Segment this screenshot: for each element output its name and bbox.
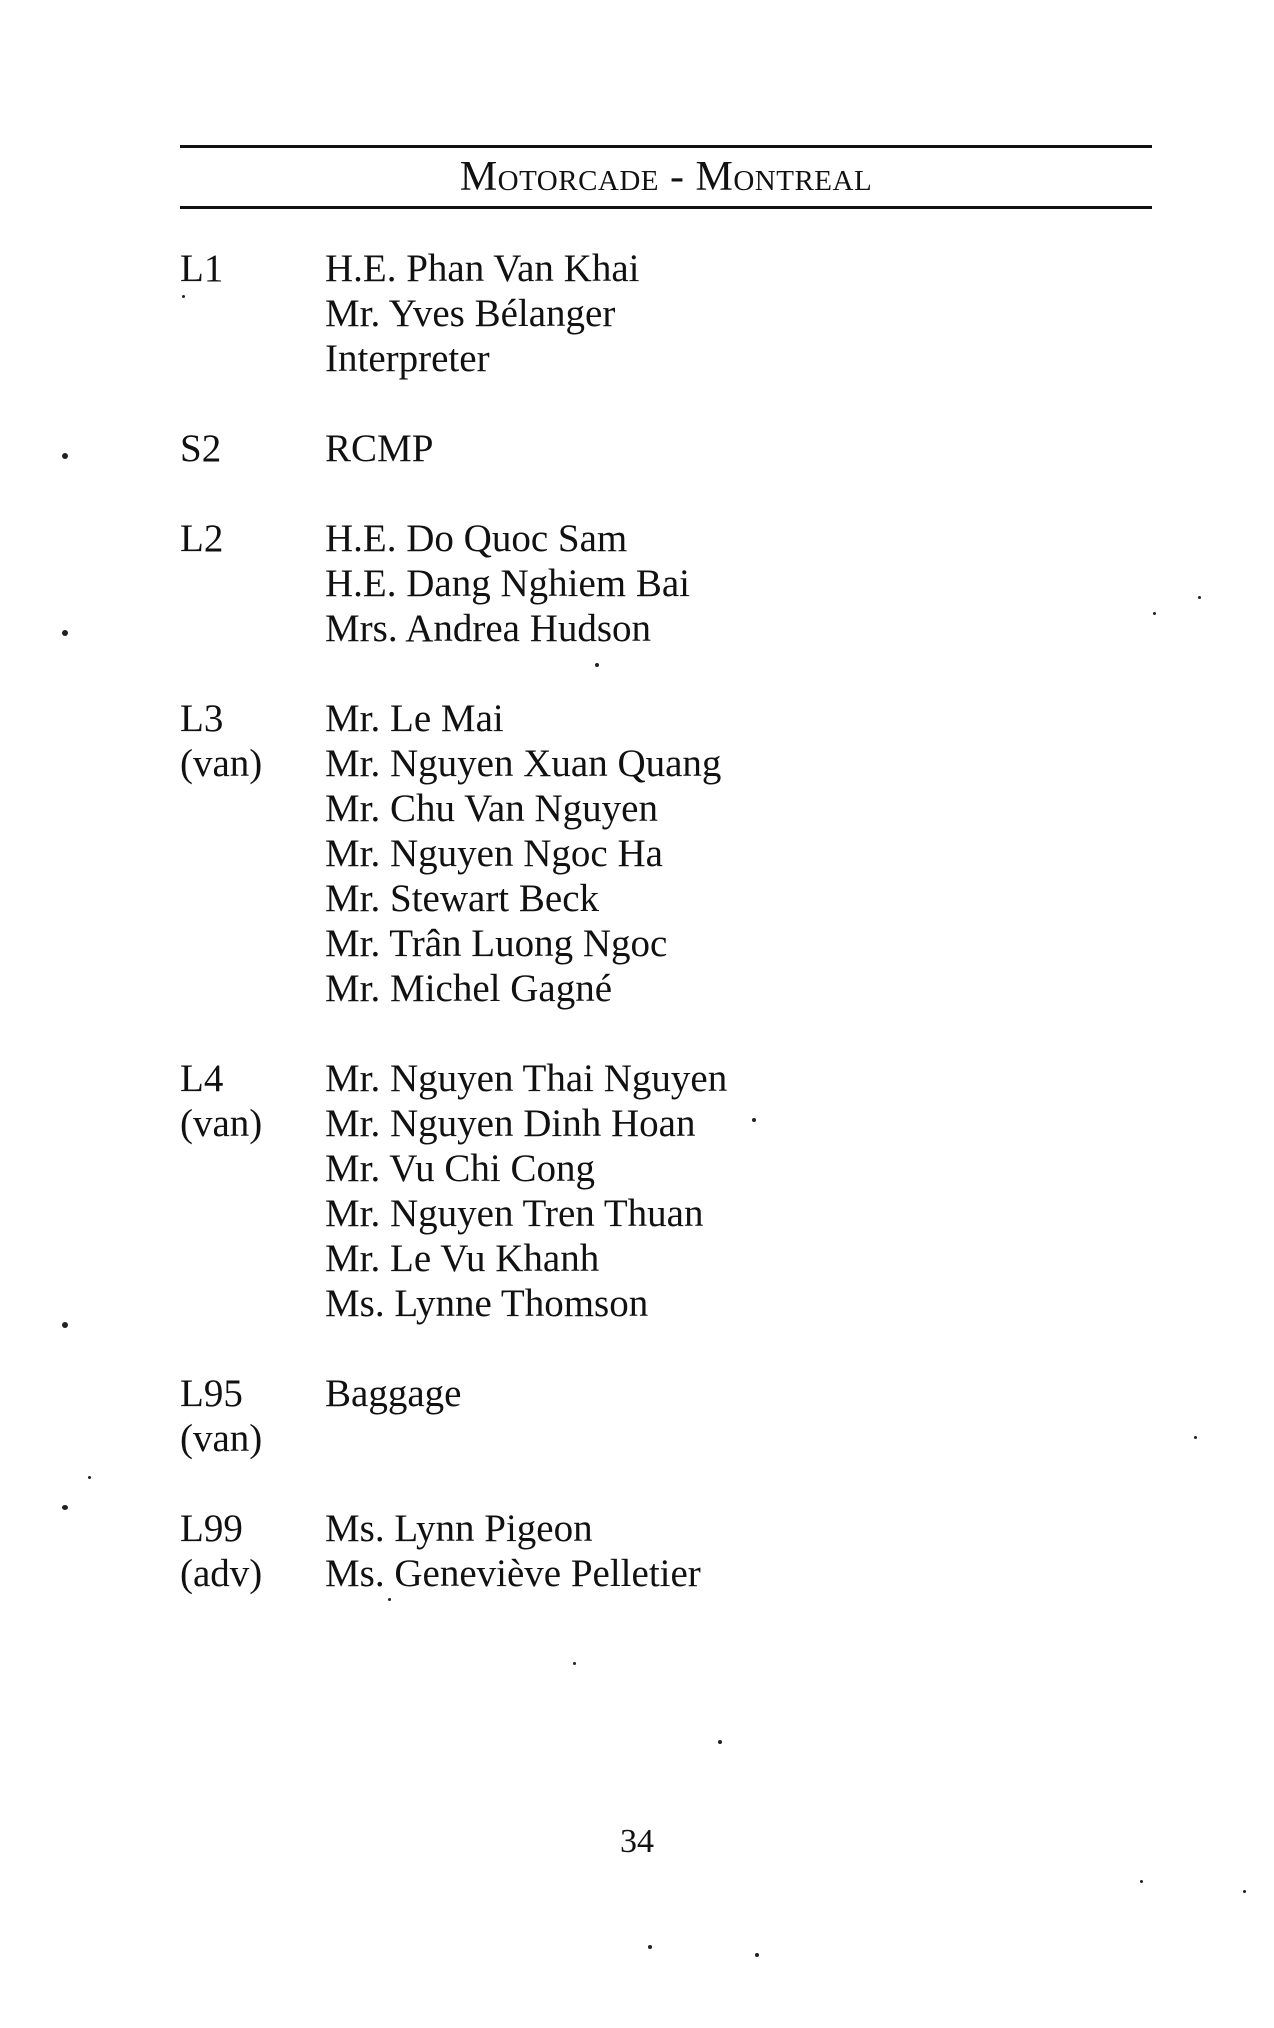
header-bottom-rule (180, 206, 1152, 209)
scan-speck (62, 1322, 68, 1328)
header-top-rule (180, 145, 1152, 148)
scan-speck (88, 1476, 91, 1479)
passenger-name: Mrs. Andrea Hudson (325, 607, 652, 650)
passenger-list (325, 246, 1080, 381)
motorcade-entry (180, 246, 1080, 381)
scan-speck (648, 1945, 652, 1949)
passenger-name: RCMP (325, 427, 434, 470)
passenger-name: H.E. Phan Van Khai (325, 247, 640, 290)
scan-speck (388, 1598, 391, 1601)
motorcade-list (180, 246, 1080, 1641)
passenger-name: Interpreter (325, 337, 490, 380)
vehicle-code-column (180, 1056, 325, 1326)
page-number: 34 (620, 1823, 654, 1860)
passenger-list (325, 426, 1080, 471)
motorcade-entry (180, 1056, 1080, 1326)
scan-speck (573, 1662, 576, 1665)
vehicle-code: L4 (180, 1057, 224, 1100)
motorcade-entry (180, 1506, 1080, 1596)
scan-speck (752, 1118, 756, 1122)
passenger-list (325, 1056, 1080, 1326)
scan-speck (62, 1505, 68, 1510)
vehicle-code-column (180, 696, 325, 1011)
passenger-name: H.E. Do Quoc Sam (325, 517, 628, 560)
motorcade-entry (180, 1371, 1080, 1461)
passenger-name: Mr. Nguyen Xuan Quang (325, 742, 722, 785)
passenger-name: Mr. Nguyen Dinh Hoan (325, 1102, 696, 1145)
vehicle-code-column (180, 1371, 325, 1461)
vehicle-code: L2 (180, 517, 224, 560)
passenger-name: Mr. Nguyen Tren Thuan (325, 1192, 704, 1235)
scan-speck (1140, 1880, 1143, 1883)
vehicle-type: (adv) (180, 1552, 263, 1595)
vehicle-code-column (180, 426, 325, 471)
motorcade-entry (180, 696, 1080, 1011)
scan-speck (755, 1953, 759, 1957)
vehicle-code: S2 (180, 427, 222, 470)
vehicle-code: L99 (180, 1507, 243, 1550)
passenger-name: Ms. Geneviève Pelletier (325, 1552, 701, 1595)
passenger-list (325, 1506, 1080, 1596)
passenger-name: Mr. Michel Gagné (325, 967, 613, 1010)
vehicle-code-column (180, 1506, 325, 1596)
vehicle-code: L3 (180, 697, 224, 740)
passenger-name: Ms. Lynn Pigeon (325, 1507, 593, 1550)
scan-speck (1198, 596, 1201, 599)
passenger-list (325, 1371, 1080, 1461)
passenger-name: Mr. Vu Chi Cong (325, 1147, 595, 1190)
passenger-name: Mr. Stewart Beck (325, 877, 600, 920)
scan-speck (1153, 612, 1156, 615)
passenger-name: Mr. Trân Luong Ngoc (325, 922, 668, 965)
vehicle-type: (van) (180, 1102, 263, 1145)
passenger-name: H.E. Dang Nghiem Bai (325, 562, 691, 605)
vehicle-type: (van) (180, 742, 263, 785)
vehicle-code: L1 (180, 247, 224, 290)
passenger-name: Mr. Chu Van Nguyen (325, 787, 658, 830)
passenger-list (325, 516, 1080, 651)
scan-speck (182, 295, 185, 298)
passenger-name: Ms. Lynne Thomson (325, 1282, 649, 1325)
vehicle-code-column (180, 516, 325, 651)
passenger-name: Mr. Yves Bélanger (325, 292, 616, 335)
passenger-name: Mr. Le Vu Khanh (325, 1237, 600, 1280)
scan-speck (595, 663, 599, 667)
vehicle-type: (van) (180, 1417, 263, 1460)
passenger-name: Mr. Nguyen Ngoc Ha (325, 832, 663, 875)
scan-speck (62, 630, 68, 636)
vehicle-code: L95 (180, 1372, 243, 1415)
passenger-name: Mr. Nguyen Thai Nguyen (325, 1057, 728, 1100)
scan-speck (1243, 1890, 1246, 1893)
scan-speck (62, 453, 68, 459)
motorcade-entry (180, 426, 1080, 471)
vehicle-code-column (180, 246, 325, 381)
passenger-name: Mr. Le Mai (325, 697, 504, 740)
scan-speck (1194, 1436, 1197, 1439)
scan-speck (718, 1740, 722, 1744)
passenger-name: Baggage (325, 1372, 462, 1415)
passenger-list (325, 696, 1080, 1011)
page-title: Motorcade - Montreal (459, 154, 873, 200)
motorcade-entry (180, 516, 1080, 651)
